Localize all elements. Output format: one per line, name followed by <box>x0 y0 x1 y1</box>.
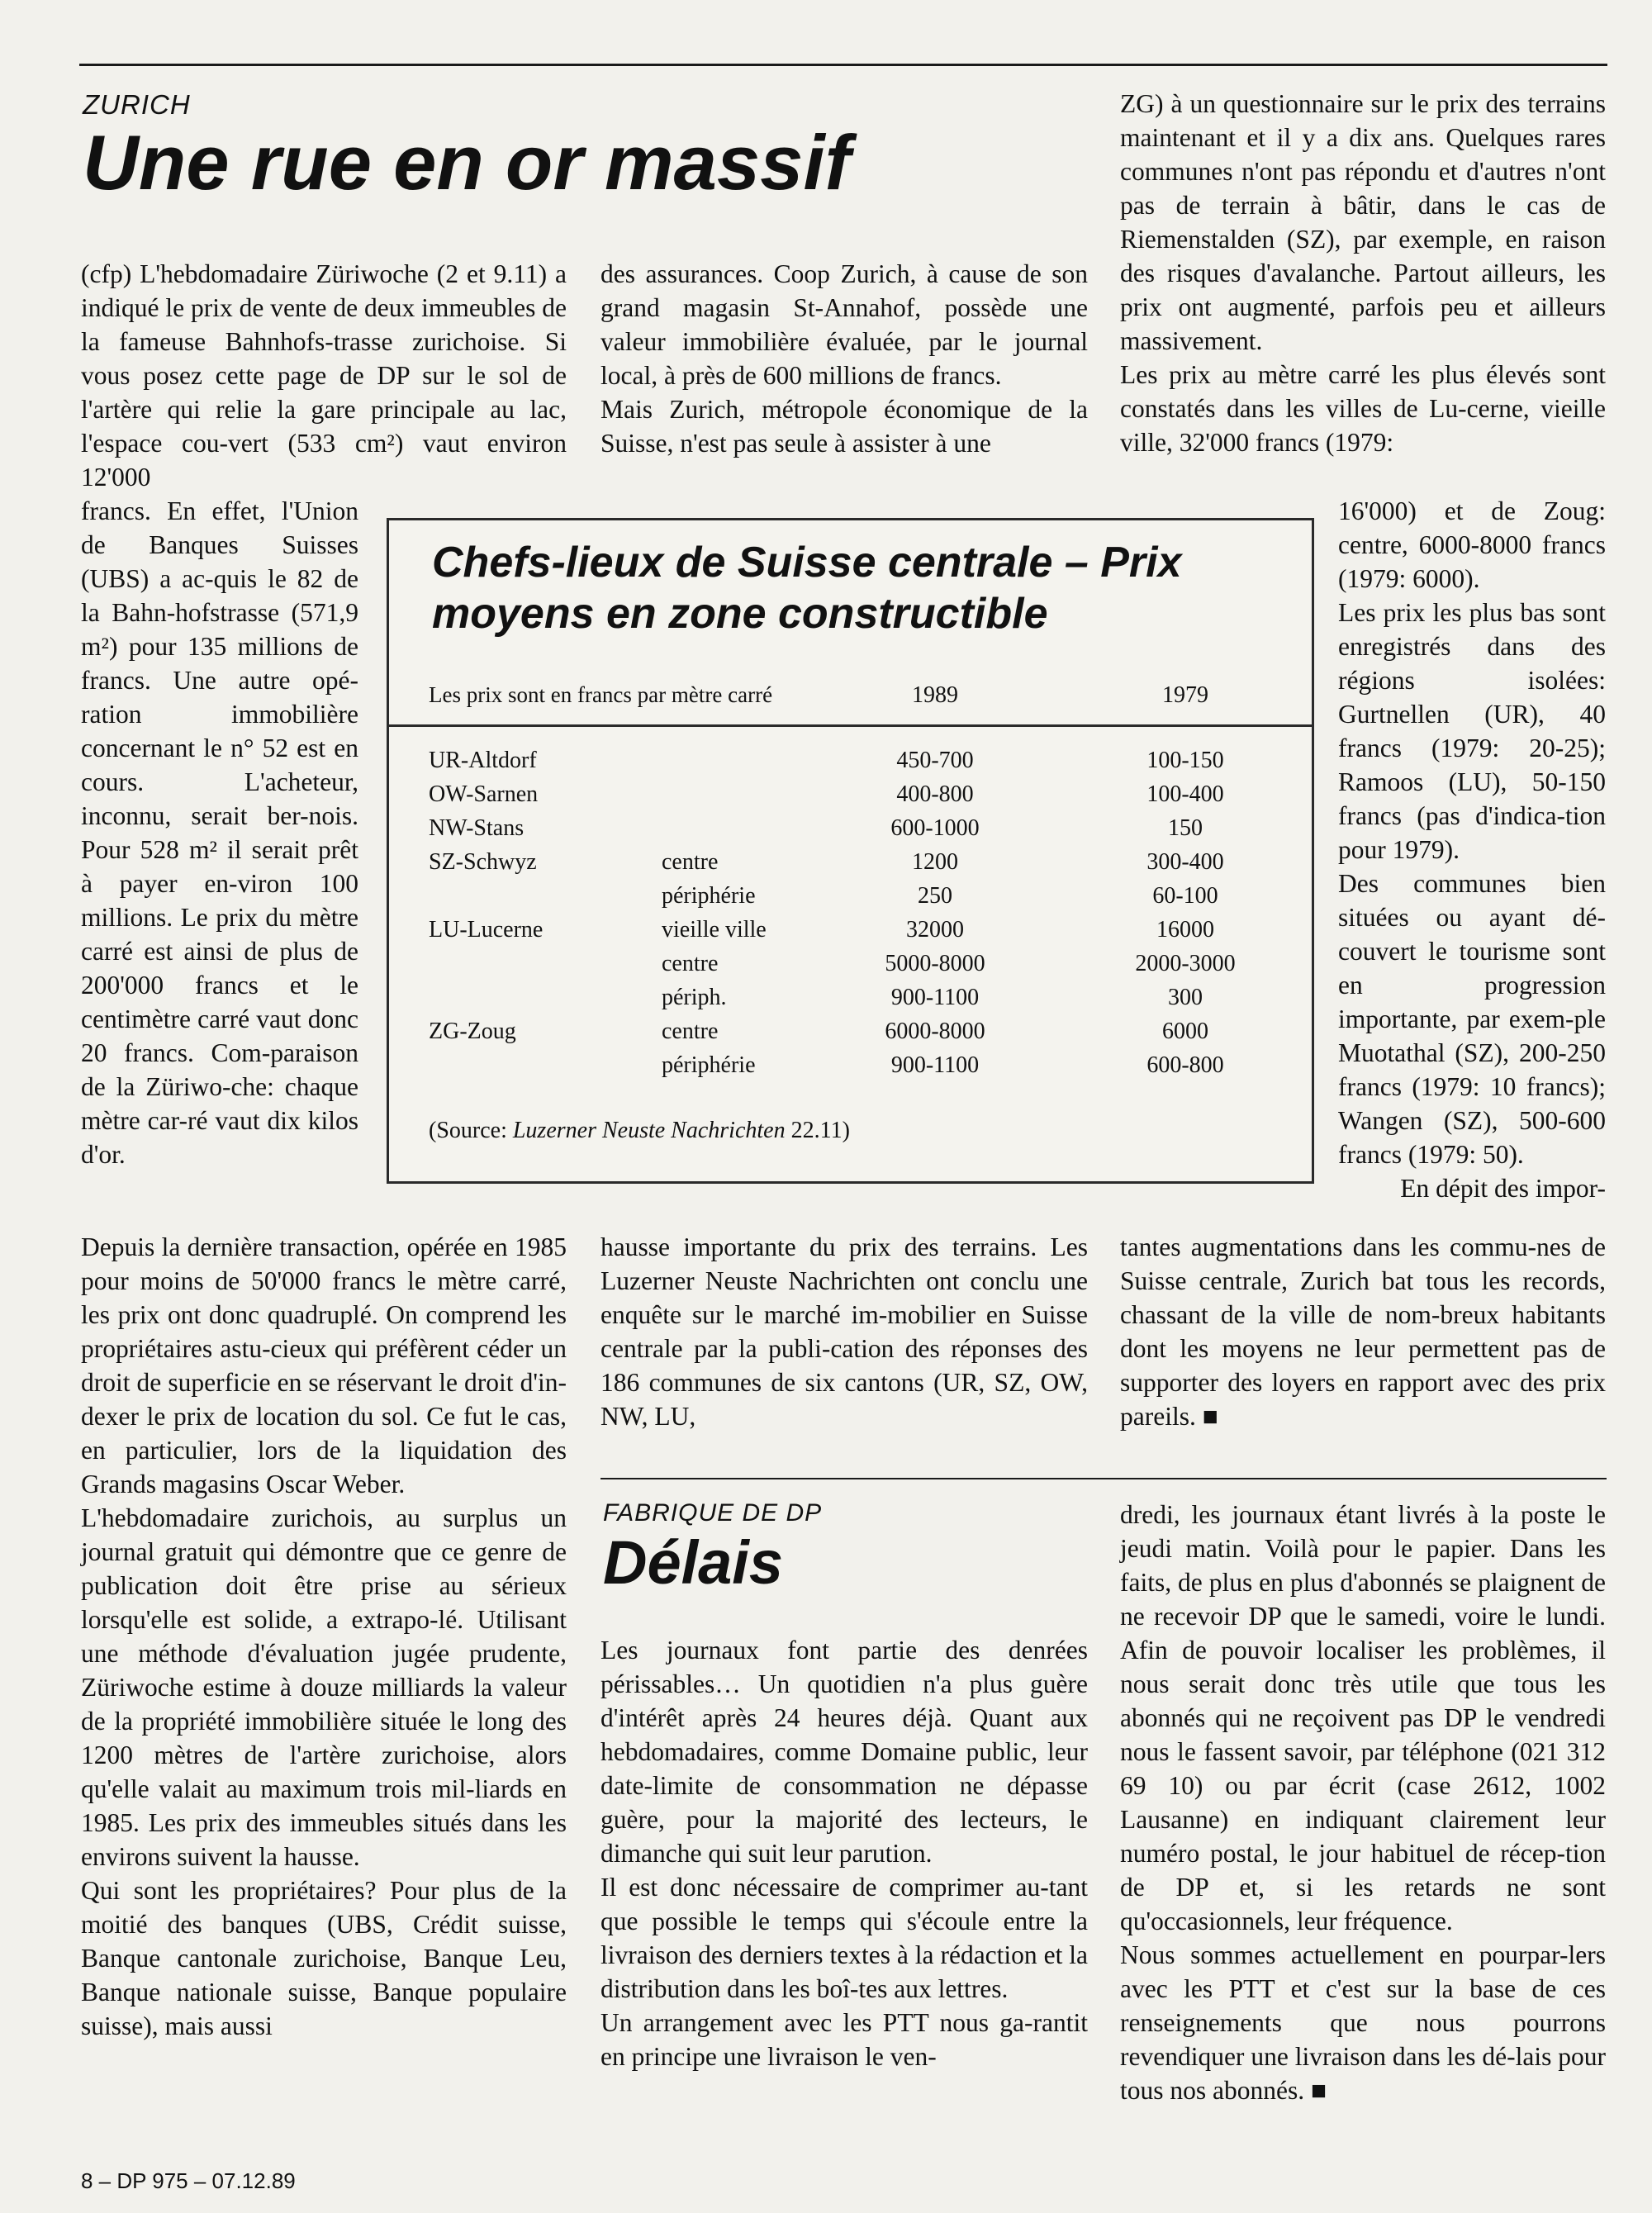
table-header-1979: 1979 <box>1162 682 1208 708</box>
table-header-rule <box>389 724 1312 727</box>
article2-col2-paragraph: Les journaux font partie des denrées périssables… Un quotidien n'a plus guère d'intérêt après 24 heures déjà. Quant aux hebdomadaires, comme Domaine public, leur date-limite de consommation ne dépasse guère, pour la majorité des lecteurs, le dimanche qui suit leur parution. <box>601 1636 1088 1868</box>
article1-col3-narrow <box>1338 494 1606 1230</box>
article1-col1-paragraph: L'hebdomadaire zurichois, au surplus un journal gratuit qui démontre que ce genre de publication doit être prise au sérieux lorsqu'elle est solide, a extrapo-lé. Utilisant une méthode d'évaluation jugée prudente, Züriwoche estime à douze milliards la valeur de la propriété immobilière située le long des 1200 mètres de l'artère zurichoise, alors qu'elle valait au maximum trois mil-liards en 1985. Les prix des immeubles situés dans les environs suivent la hausse. <box>81 1503 567 1871</box>
table-cell-zone: centre <box>662 1019 719 1044</box>
table-source-suffix: 22.11) <box>785 1118 850 1143</box>
article1-col1-paragraph: Depuis la dernière transaction, opérée en 1985 pour moins de 50'000 francs le mètre carré, les prix ont donc quadruplé. On comprend les propriétaires astu-cieux qui préfèrent céder un droit de superficie en se réservant le droit d'in-dexer le prix de location du sol. Ce fut le cas, en particulier, lors de la liquidation des Grands magasins Oscar Weber. <box>81 1232 567 1498</box>
table-header-1989: 1989 <box>912 682 958 708</box>
table-cell-1989: 5000-8000 <box>885 951 985 976</box>
table-cell-place: OW-Sarnen <box>429 781 539 807</box>
table-cell-1989: 32000 <box>906 917 964 943</box>
article1-col2-top <box>601 257 1088 496</box>
article2-col2 <box>601 1633 1088 2162</box>
table-title-line2: moyens en zone constructible <box>432 590 1048 638</box>
article1-col3-bottom: tantes augmentations dans les commu-nes de Suisse centrale, Zurich bat tous les records, chassant de la ville de nom-breux habitants dont les moyens ne leur permettent pas de supporter des loyers en rapport avec des prix pareils. ■ <box>1120 1232 1606 1431</box>
table-source-prefix: (Source: <box>429 1118 513 1143</box>
article1-col3-paragraph: Les prix les plus bas sont enregistrés dans des régions isolées: Gurtnellen (UR), 40 francs (1979: 20-25); Ramoos (LU), 50-150 francs (pas d'indica-tion pour 1979). <box>1338 598 1606 864</box>
table-cell-place: LU-Lucerne <box>429 917 544 943</box>
article1-col3-paragraph: Des communes bien situées ou ayant dé-couvert le tourisme sont en progression importante, par exem-ple Muotathal (SZ), 200-250 francs (1979: 10 francs); Wangen (SZ), 500-600 francs (1979: 50). <box>1338 869 1606 1169</box>
table-cell-1989: 450-700 <box>896 748 974 773</box>
article1-col3-paragraph: ZG) à un questionnaire sur le prix des terrains maintenant et il y a dix ans. Quelques rares communes n'ont pas répondu et d'autres n'ont pas de terrain à bâtir, dans le cas de Riemenstalden (SZ), par exemple, en raison des risques d'avalanche. Partout ailleurs, les prix ont augmenté, parfois peu et ailleurs massivement. <box>1120 89 1606 355</box>
table-cell-place: ZG-Zoug <box>429 1019 516 1044</box>
table-cell-1979: 6000 <box>1162 1019 1208 1044</box>
article1-col1-paragraph: Qui sont les propriétaires? Pour plus de la moitié des banques (UBS, Crédit suisse, Banque cantonale zurichoise, Banque Leu, Banque nationale suisse, Banque populaire suisse), mais aussi <box>81 1876 567 2040</box>
table-cell-zone: périphérie <box>662 883 756 909</box>
article2-rule <box>601 1478 1607 1479</box>
table-source-name: Luzerner Neuste Nachrichten <box>512 1118 786 1143</box>
table-header-label: Les prix sont en francs par mètre carré <box>429 682 773 707</box>
article2-title: Délais <box>603 1528 784 1597</box>
article2-col3-paragraph: Nous sommes actuellement en pourpar-lers avec les PTT et c'est sur la base de ces renseignements que nous pourrons revendiquer une livraison dans les dé-lais pour tous nos abonnés. ■ <box>1120 1940 1606 2105</box>
article1-col3-paragraph: En dépit des impor- <box>1400 1174 1606 1203</box>
top-rule <box>79 64 1607 66</box>
article1-col2-paragraph: Mais Zurich, métropole économique de la Suisse, n'est pas seule à assister à une <box>601 395 1088 458</box>
table-cell-zone: périph. <box>662 985 727 1010</box>
table-cell-zone: périphérie <box>662 1052 756 1078</box>
article1-col3-paragraph: Les prix au mètre carré les plus élevés sont constatés dans les villes de Lu-cerne, vieille ville, 32'000 francs (1979: <box>1120 360 1606 457</box>
table-cell-zone: centre <box>662 951 719 976</box>
table-cell-1989: 400-800 <box>896 781 974 807</box>
table-cell-1979: 100-400 <box>1146 781 1224 807</box>
article2-col2-paragraph: Il est donc nécessaire de comprimer au-tant que possible le temps qui s'écoule entre la livraison des derniers textes à la rédaction et la distribution dans les boî-tes aux lettres. <box>601 1873 1088 2003</box>
article1-col1-bottom <box>81 1230 567 2040</box>
article1-col2-bottom: hausse importante du prix des terrains. Les Luzerner Neuste Nachrichten ont conclu une enquête sur le marché im-mobilier en Suisse centrale par la publi-cation des réponses des 186 communes de six cantons (UR, SZ, OW, NW, LU, <box>601 1232 1088 1431</box>
table-cell-1989: 900-1100 <box>890 985 980 1010</box>
table-cell-1989: 250 <box>918 883 952 909</box>
table-cell-1979: 300 <box>1168 985 1203 1010</box>
article1-col1-narrow: francs. En effet, l'Union de Banques Suisses (UBS) a ac-quis le 82 de la Bahn-hofstrasse (571,9 m²) pour 135 millions de francs. Une autre opé-ration immobilière concernant le n° 52 est en cours. L'acheteur, inconnu, serait ber-nois. Pour 528 m² il serait prêt à payer en-viron 100 millions. Le prix du mètre carré est ainsi de plus de 200'000 francs et le centimètre carré vaut donc 20 francs. Com-paraison de la Züriwo-che: chaque mètre car-ré vaut dix kilos d'or. <box>81 496 358 1169</box>
article2-col2-paragraph: Un arrangement avec les PTT nous ga-rantit en principe une livraison le ven- <box>601 2008 1088 2071</box>
article1-kicker: ZURICH <box>83 89 191 120</box>
table-cell-1989: 900-1100 <box>890 1052 980 1078</box>
article2-col3 <box>1120 1498 1606 2158</box>
table-cell-1989: 1200 <box>912 849 958 875</box>
table-cell-1989: 6000-8000 <box>885 1019 985 1044</box>
article2-col3-paragraph: dredi, les journaux étant livrés à la poste le jeudi matin. Voilà pour le papier. Dans les faits, de plus en plus d'abonnés se plaignent de ne recevoir DP que le samedi, voire le lundi. Afin de pouvoir localiser les problèmes, il nous serait donc très utile que tous les abonnés qui ne reçoivent pas DP le vendredi nous le fassent savoir, par téléphone (021 312 69 10) ou par écrit (case 2612, 1002 Lausanne) en indiquant clairement leur numéro postal, le jour habituel de récep-tion de DP et, si les retards ne sont qu'occasionnels, leur fréquence. <box>1120 1500 1606 1935</box>
article1-title: Une rue en or massif <box>83 119 851 206</box>
table-cell-zone: centre <box>662 849 719 875</box>
table-cell-place: UR-Altdorf <box>429 748 537 773</box>
table-cell-1979: 150 <box>1168 815 1203 841</box>
article1-col3-top <box>1120 87 1606 494</box>
table-cell-1979: 60-100 <box>1152 883 1218 909</box>
article1-col2-paragraph: des assurances. Coop Zurich, à cause de son grand magasin St-Annahof, possède une valeur immobilière évaluée, par le journal local, à près de 600 millions de francs. <box>601 259 1088 390</box>
table-cell-1979: 100-150 <box>1146 748 1224 773</box>
article1-col1-top: (cfp) L'hebdomadaire Züriwoche (2 et 9.11) a indiqué le prix de vente de deux immeubles de la fameuse Bahnhofs-trasse zurichoise. Si vous posez cette page de DP sur le sol de l'artère qui relie la gare principale au lac, l'espace cou-vert (533 cm²) vaut environ 12'000 <box>81 259 567 492</box>
table-source <box>429 1118 850 1144</box>
table-title-line1: Chefs-lieux de Suisse centrale – Prix <box>432 539 1182 586</box>
table-cell-place: NW-Stans <box>429 815 525 841</box>
table-cell-1989: 600-1000 <box>890 815 980 841</box>
price-table <box>387 518 1314 1184</box>
table-cell-1979: 300-400 <box>1146 849 1224 875</box>
article2-kicker: FABRIQUE DE DP <box>603 1499 823 1527</box>
table-cell-place: SZ-Schwyz <box>429 849 537 875</box>
table-cell-1979: 2000-3000 <box>1135 951 1236 976</box>
table-cell-zone: vieille ville <box>662 917 767 943</box>
article1-col3-paragraph: 16'000) et de Zoug: centre, 6000-8000 francs (1979: 6000). <box>1338 496 1606 593</box>
table-cell-1979: 16000 <box>1156 917 1214 943</box>
table-cell-1979: 600-800 <box>1146 1052 1224 1078</box>
page-footer: 8 – DP 975 – 07.12.89 <box>81 2168 296 2193</box>
